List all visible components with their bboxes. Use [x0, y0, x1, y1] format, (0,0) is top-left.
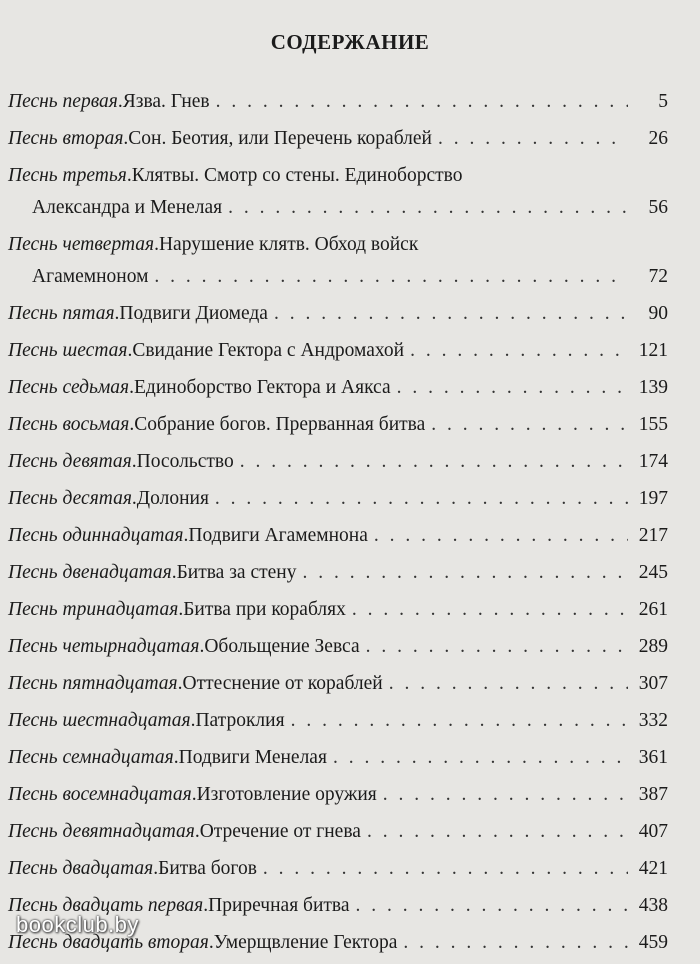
page-number: 5: [658, 91, 668, 112]
page-number: 245: [638, 562, 668, 583]
dot-leader: [374, 520, 628, 552]
toc-entry-19: Песнь девятнадцатая . Отречение от гнева . . . 407: [8, 816, 668, 848]
toc-entry-10: Песнь десятая . Долония . . . 197: [8, 483, 668, 515]
toc-entry-18: Песнь восемнадцатая . Изготовление оружия . . . 387: [8, 779, 668, 811]
song-name: Песнь двадцатая: [8, 858, 154, 879]
song-name: Песнь третья: [8, 165, 127, 186]
toc-entry-4: Песнь четвертая . Нарушение клятв. Обход войск Агамемноном . . . 72: [8, 229, 668, 293]
dot-leader: [215, 483, 628, 515]
page-number: 421: [638, 858, 668, 879]
toc-entry-2: Песнь вторая . Сон. Беотия, или Перечень кораблей . . . 26: [8, 123, 668, 155]
chapter-title: Собрание богов. Прерванная битва: [134, 414, 426, 435]
song-name: Песнь четырнадцатая: [8, 636, 200, 657]
song-name: Песнь восемнадцатая: [8, 784, 192, 805]
chapter-title: Подвиги Менелая: [178, 747, 327, 768]
dot-leader: [274, 298, 628, 330]
page-number: 139: [638, 377, 668, 398]
dot-leader: [356, 890, 628, 922]
page-number: 26: [648, 128, 668, 149]
toc-entry-3: Песнь третья . Клятвы. Смотр со стены. Единоборство Александра и Менелая . . . 56: [8, 160, 668, 224]
dot-leader: [383, 779, 628, 811]
watermark-logo: bookclub.by: [16, 912, 139, 937]
dot-leader: [333, 742, 628, 774]
dot-leader: [263, 853, 628, 885]
chapter-title: Битва при кораблях: [183, 599, 346, 620]
table-of-contents: [8, 86, 668, 964]
chapter-title: Умерщвление Гектора: [213, 932, 398, 953]
song-name: Песнь шестая: [8, 340, 128, 361]
song-name: Песнь седьмая: [8, 377, 130, 398]
chapter-title: Единоборство Гектора и Аякса: [134, 377, 391, 398]
toc-entry-14: Песнь четырнадцатая . Обольщение Зевса . . . 289: [8, 631, 668, 663]
toc-entry-1: Песнь первая . Язва. Гнев . . . 5: [8, 86, 668, 118]
page-number: 155: [638, 414, 668, 435]
chapter-title: Сон. Беотия, или Перечень кораблей: [128, 128, 432, 149]
song-name: Песнь девятая: [8, 451, 132, 472]
page-number: 174: [638, 451, 668, 472]
dot-leader: [240, 446, 628, 478]
page-number: 289: [638, 636, 668, 657]
page-number: 438: [638, 895, 668, 916]
song-name: Песнь десятая: [8, 488, 132, 509]
dot-leader: [228, 192, 628, 224]
song-name: Песнь девятнадцатая: [8, 821, 195, 842]
chapter-title: Битва богов: [158, 858, 257, 879]
toc-entry-22: Песнь двадцать вторая . Умерщвление Гектора . . . 459: [8, 927, 668, 959]
chapter-title: Изготовление оружия: [196, 784, 377, 805]
chapter-title: Патроклия: [195, 710, 285, 731]
toc-entry-6: Песнь шестая . Свидание Гектора с Андромахой . . . 121: [8, 335, 668, 367]
page-number: 387: [638, 784, 668, 805]
dot-leader: [366, 631, 628, 663]
chapter-title: Битва за стену: [176, 562, 297, 583]
song-name: Песнь восьмая: [8, 414, 130, 435]
page-number: 261: [638, 599, 668, 620]
dot-leader: [291, 705, 628, 737]
song-name: Песнь двадцать вторая: [8, 932, 209, 953]
song-name: Песнь шестнадцатая: [8, 710, 191, 731]
page-number: 217: [638, 525, 668, 546]
chapter-title: Отречение от гнева: [199, 821, 361, 842]
toc-entry-7: Песнь седьмая . Единоборство Гектора и Аякса . . . 139: [8, 372, 668, 404]
chapter-title: Язва. Гнев: [122, 91, 210, 112]
chapter-title: Оттеснение от кораблей: [182, 673, 383, 694]
toc-entry-17: Песнь семнадцатая . Подвиги Менелая . . . 361: [8, 742, 668, 774]
page-number: 121: [638, 340, 668, 361]
toc-entry-13: Песнь тринадцатая . Битва при кораблях . . . 261: [8, 594, 668, 626]
dot-leader: [410, 335, 628, 367]
toc-entry-11: Песнь одиннадцатая . Подвиги Агамемнона . . . 217: [8, 520, 668, 552]
toc-entry-20: Песнь двадцатая . Битва богов . . . 421: [8, 853, 668, 885]
song-name: Песнь одиннадцатая: [8, 525, 184, 546]
dot-leader: [389, 668, 628, 700]
song-name: Песнь пятая: [8, 303, 115, 324]
dot-leader: [438, 123, 628, 155]
page-number: 90: [648, 303, 668, 324]
toc-entry-5: Песнь пятая . Подвиги Диомеда . . . 90: [8, 298, 668, 330]
chapter-title: Нарушение клятв. Обход войск: [158, 234, 419, 255]
chapter-title: Приречная битва: [208, 895, 350, 916]
dot-leader: [431, 409, 628, 441]
page-number: 307: [638, 673, 668, 694]
chapter-title: Подвиги Агамемнона: [188, 525, 368, 546]
page-title: СОДЕРЖАНИЕ: [270, 30, 430, 54]
page-number: 407: [638, 821, 668, 842]
chapter-title: Подвиги Диомеда: [119, 303, 268, 324]
song-name: Песнь пятнадцатая: [8, 673, 178, 694]
song-name: Песнь вторая: [8, 128, 124, 149]
song-name: Песнь первая: [8, 91, 118, 112]
dot-leader: [216, 86, 628, 118]
toc-entry-12: Песнь двенадцатая . Битва за стену . . . 245: [8, 557, 668, 589]
page-number: 197: [638, 488, 668, 509]
toc-entry-16: Песнь шестнадцатая . Патроклия . . . 332: [8, 705, 668, 737]
page-number: 459: [638, 932, 668, 953]
chapter-title: Клятвы. Смотр со стены. Единоборство: [131, 165, 463, 186]
song-name: Песнь семнадцатая: [8, 747, 174, 768]
toc-entry-15: Песнь пятнадцатая . Оттеснение от кораблей . . . 307: [8, 668, 668, 700]
song-name: Песнь четвертая: [8, 234, 155, 255]
dot-leader: [403, 927, 628, 959]
chapter-title: Свидание Гектора с Андромахой: [132, 340, 405, 361]
toc-entry-9: Песнь девятая . Посольство . . . 174: [8, 446, 668, 478]
chapter-title-continued: Агамемноном: [32, 266, 149, 287]
dot-leader: [154, 261, 628, 293]
dot-leader: [367, 816, 628, 848]
chapter-title: Обольщение Зевса: [204, 636, 360, 657]
dot-leader: [397, 372, 628, 404]
page-number: 361: [638, 747, 668, 768]
page-number: 72: [648, 266, 668, 287]
chapter-title-continued: Александра и Менелая: [32, 197, 223, 218]
chapter-title: Долония: [136, 488, 209, 509]
page-number: 56: [648, 197, 668, 218]
toc-entry-21: Песнь двадцать первая . Приречная битва . . . 438: [8, 890, 668, 922]
song-name: Песнь двенадцатая: [8, 562, 172, 583]
chapter-title: Посольство: [136, 451, 234, 472]
toc-entry-8: Песнь восьмая . Собрание богов. Прерванная битва . . . 155: [8, 409, 668, 441]
dot-leader: [302, 557, 628, 589]
song-name: Песнь тринадцатая: [8, 599, 179, 620]
song-name: Песнь двадцать первая: [8, 895, 204, 916]
page-number: 332: [638, 710, 668, 731]
dot-leader: [352, 594, 628, 626]
